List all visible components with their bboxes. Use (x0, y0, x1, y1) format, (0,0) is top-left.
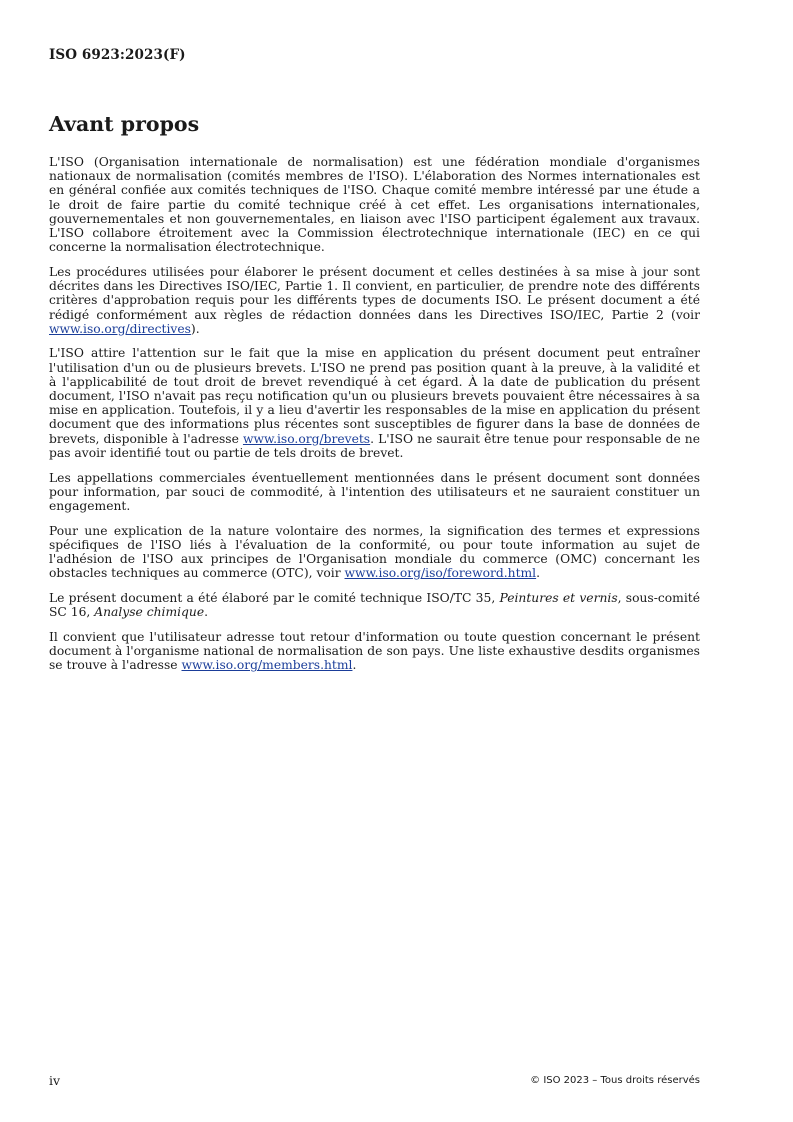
directives-link[interactable]: www.iso.org/directives (49, 321, 191, 336)
foreword-body (49, 155, 700, 683)
page-title: Avant propos (49, 112, 200, 136)
paragraph-feedback: Il convient que l'utilisateur adresse tout retour d'information ou toute question concernant le présent document à l'organisme national de normalisation de son pays. Une liste exhaustive desdits organismes se trouve à l'adresse www.iso.org/members.html. (49, 629, 700, 673)
paragraph-committee: Le présent document a été élaboré par le comité technique ISO/TC 35, Peintures et vernis, sous-comité SC 16, Analyse chimique. (49, 590, 700, 620)
foreword-link[interactable]: www.iso.org/iso/foreword.html (344, 566, 537, 581)
paragraph-patents: L'ISO attire l'attention sur le fait que la mise en application du présent document peut entraîner l'utilisation d'un ou de plusieurs brevets. L'ISO ne prend pas position quant à la preuve, à la validité et à l'applicabilité de tout droit de brevet revendiqué à cet égard. À la date de publication du présent document, l'ISO n'avait pas reçu notification qu'un ou plusieurs brevets pouvaient être nécessaires à sa mise en application. Toutefois, il y a lieu d'avertir les responsables de la mise en application du présent document que des informations plus récentes sont susceptibles de figurer dans la base de données de brevets, disponible à l'adresse www.iso.org/brevets. L'ISO ne saurait être tenue pour responsable de ne pas avoir identifié tout ou partie de tels droits de brevet. (49, 346, 700, 460)
members-link[interactable]: www.iso.org/members.html (181, 658, 353, 673)
paragraph-iso-intro: L'ISO (Organisation internationale de normalisation) est une fédération mondiale d'organismes nationaux de normalisation (comités membres de l'ISO). L'élaboration des Normes internationales est en général confiée aux comités techniques de l'ISO. Chaque comité membre intéressé par une étude a le droit de faire partie du comité technique créé à cet effet. Les organisations internationales, gouvernementales et non gouvernementales, en liaison avec l'ISO participent également aux travaux. L'ISO collabore étroitement avec la Commission électrotechnique internationale (IEC) en ce qui concerne la normalisation électrotechnique. (49, 155, 700, 255)
paragraph-procedures: Les procédures utilisées pour élaborer le présent document et celles destinées à sa mise à jour sont décrites dans les Directives ISO/IEC, Partie 1. Il convient, en particulier, de prendre note des différents critères d'approbation requis pour les différents types de documents ISO. Le présent document a été rédigé conformément aux règles de rédaction données dans les Directives ISO/IEC, Partie 2 (voir www.iso.org/directives). (49, 264, 700, 336)
document-id: ISO 6923:2023(F) (49, 47, 186, 63)
page-number: iv (49, 1073, 61, 1088)
copyright-notice: © ISO 2023 – Tous droits réservés (530, 1075, 700, 1086)
paragraph-voluntary-nature: Pour une explication de la nature volontaire des normes, la signification des termes et expressions spécifiques de l'ISO liés à l'évaluation de la conformité, ou pour toute information au sujet de l'adhésion de l'ISO aux principes de l'Organisation mondiale du commerce (OMC) concernant les obstacles techniques au commerce (OTC), voir www.iso.org/iso/foreword.html. (49, 523, 700, 581)
paragraph-trade-names: Les appellations commerciales éventuellement mentionnées dans le présent document sont données pour information, par souci de commodité, à l'intention des utilisateurs et ne sauraient constituer un engagement. (49, 470, 700, 513)
patents-link[interactable]: www.iso.org/brevets (242, 431, 371, 446)
